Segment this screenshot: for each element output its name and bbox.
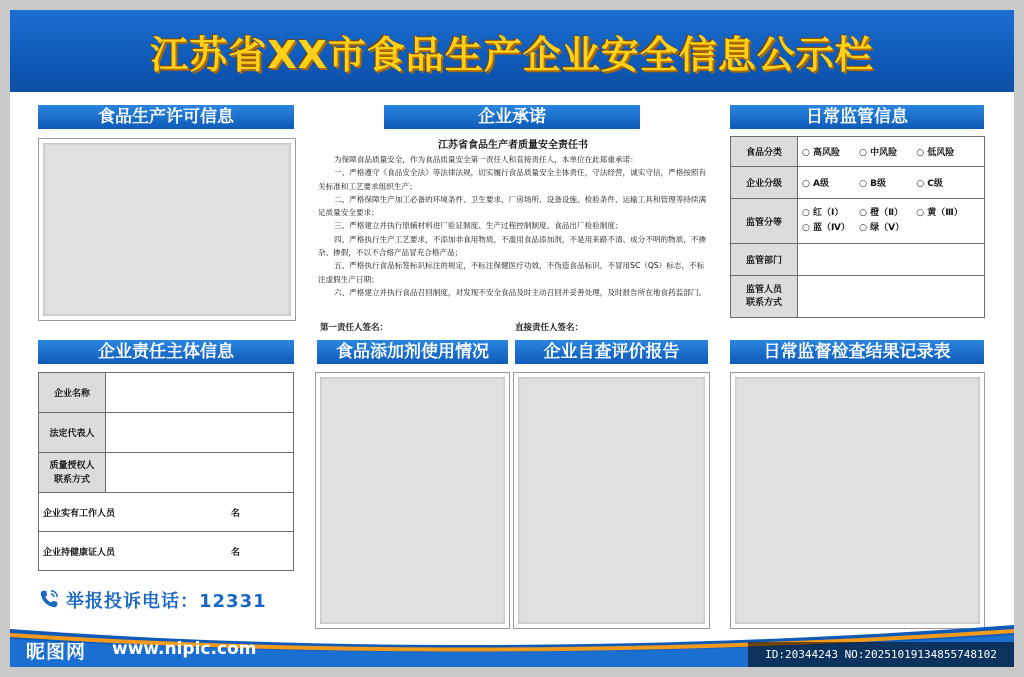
header-banner: [10, 10, 1014, 92]
notice-board: [10, 10, 1014, 667]
legal-rep-value: [106, 413, 294, 453]
enterprise-name-value: [106, 373, 294, 413]
health-cert-label: 企业持健康证人员: [43, 547, 116, 558]
commitment-paragraph: 三、严格建立并执行原辅材料进厂验证制度、生产过程控制制度、食品出厂检验制度；: [334, 221, 623, 231]
commitment-paragraph: 为保障食品质量安全，作为食品质量安全第一责任人和直接责任人，本单位在此郑重承诺：: [334, 155, 638, 164]
commitment-paragraph: 五、严格执行食品标签标识标注的规定，不标注保健医疗功效，不伪造食品标识，不冒用SC（QS）标志，不标注虚假生产日期；: [318, 261, 705, 284]
supervision-dept-value: [798, 244, 985, 276]
supervision-level-label: 监管分等: [731, 199, 798, 244]
direct-signature-label: 直接责任人签名：: [515, 323, 584, 333]
watermark-id: ID:20344243 NO:20251019134855748102: [748, 642, 1014, 667]
legal-rep-label: 法定代表人: [39, 413, 106, 453]
watermark-logo: 昵图网: [26, 641, 87, 663]
option-grade-a[interactable]: ○ A级: [802, 179, 829, 189]
responsibility-heading: 企业责任主体信息: [38, 340, 294, 364]
food-category-label: 食品分类: [731, 137, 798, 167]
supervisor-contact-value: [798, 276, 985, 318]
commitment-paragraph: 一、严格遵守《食品安全法》等法律法规，切实履行食品质量安全主体责任，守法经营，诚实守信，严格按照有关标准和工艺要求组织生产；: [318, 168, 707, 191]
option-grade-c[interactable]: ○ C级: [916, 179, 943, 189]
commitment-paragraph: 四、严格执行生产工艺要求，不添加非食用物质，不滥用食品添加剂，不是用来路不清、成分不明的物质，不掺杂、掺假，不以不合格产品冒充合格产品；: [318, 234, 707, 258]
phone-icon: [38, 588, 60, 610]
option-orange[interactable]: ○ 橙（Ⅱ）: [859, 208, 904, 218]
supervision-dept-label: 监管部门: [731, 244, 798, 276]
option-blue[interactable]: ○ 蓝（Ⅳ）: [802, 223, 850, 233]
option-red[interactable]: ○ 红（Ⅰ）: [802, 208, 844, 218]
option-yellow[interactable]: ○ 黄（Ⅲ）: [916, 208, 963, 218]
option-green[interactable]: ○ 绿（Ⅴ）: [859, 223, 905, 233]
first-signature-label: 第一责任人签名：: [320, 323, 389, 333]
license-heading: 食品生产许可信息: [38, 105, 294, 129]
commitment-paragraph: 二、严格保障生产加工必备的环境条件、卫生要求、厂房场所、设备设施、检验条件、运输工具和管理等持续满足质量安全要求；: [318, 194, 707, 218]
commitment-paragraph: 六、严格建立并执行食品召回制度，对发现不安全食品及时主动召回并妥善处理，及时报告所在地食药监部门。: [334, 287, 707, 297]
selfcheck-photo-frame: [513, 372, 710, 629]
enterprise-grade-label: 企业分级: [731, 167, 798, 199]
commitment-heading: 企业承诺: [384, 105, 640, 129]
enterprise-name-label: 企业名称: [39, 373, 106, 413]
quality-authorized-label: 质量授权人: [49, 460, 95, 471]
supervision-table: [730, 136, 985, 318]
license-photo-frame: [38, 138, 296, 321]
quality-authorized-value: [106, 453, 294, 493]
supervisor-contact-label: 联系方式: [745, 297, 782, 308]
results-heading: 日常监督检查结果记录表: [730, 340, 984, 364]
supervisor-label: 监管人员: [745, 284, 782, 295]
staff-unit: 名: [231, 509, 241, 519]
staff-count-label: 企业实有工作人员: [43, 508, 116, 519]
board-title: 江苏省XX市食品生产企业安全信息公示栏: [150, 33, 874, 77]
quality-contact-label: 联系方式: [53, 474, 90, 485]
health-unit: 名: [231, 548, 241, 558]
responsibility-table: [38, 372, 294, 571]
additive-heading: 食品添加剂使用情况: [317, 340, 508, 364]
hotline-text: 举报投诉电话：12331: [66, 591, 267, 612]
watermark-url: www.nipic.com: [112, 639, 257, 659]
selfcheck-heading: 企业自查评价报告: [515, 340, 708, 364]
option-high-risk[interactable]: ○ 高风险: [802, 148, 840, 158]
option-medium-risk[interactable]: ○ 中风险: [859, 148, 898, 158]
results-photo-frame: [730, 372, 985, 629]
commitment-text: [318, 153, 708, 299]
option-low-risk[interactable]: ○ 低风险: [916, 148, 955, 158]
option-grade-b[interactable]: ○ B级: [859, 179, 886, 189]
supervision-heading: 日常监管信息: [730, 105, 984, 129]
additive-photo-frame: [315, 372, 510, 629]
commitment-title: 江苏省食品生产者质量安全责任书: [438, 140, 588, 151]
